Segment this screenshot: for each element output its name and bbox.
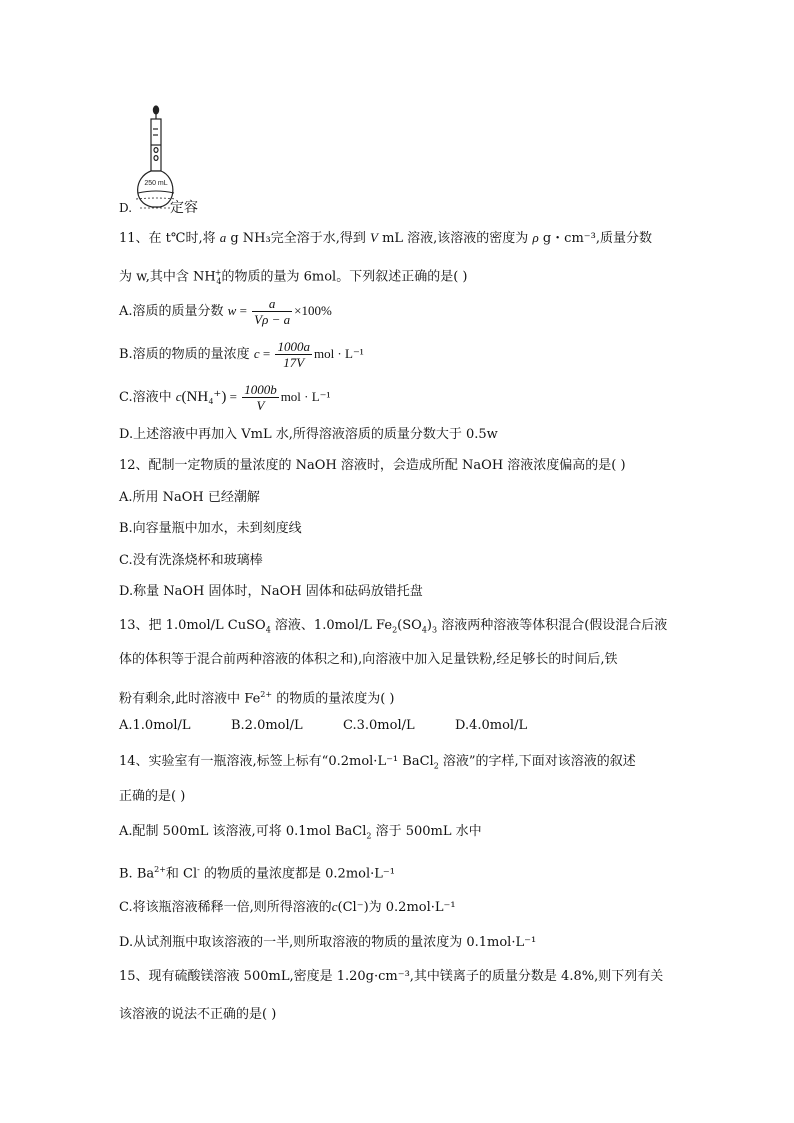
q10-option-d: D. 定容 — [119, 200, 199, 216]
q13-option-a: A.1.0mol/L — [119, 718, 191, 733]
q13-stem-line1: 13、把 1.0mol/L CuSO$_4$ 溶液、1.0mol/L $Fe_2(SO_4)_3$ 溶液两种溶液等体积混合(假设混合后液 — [119, 618, 668, 635]
q14-option-d: D.从试剂瓶中取该溶液的一半,则所取溶液的物质的量浓度为 0.1mol·L⁻¹ — [119, 935, 537, 950]
q11-option-a-fraction: $\frac{a}{V\rho - a}$ — [254, 296, 291, 327]
q14-stem-line1: 14、实验室有一瓶溶液,标签上标有“0.2mol·L⁻¹ BaCl$_2$ 溶液”的字样,下面对该溶液的叙述 — [119, 754, 636, 771]
q11-option-b-fraction: $\frac{1000a}{17V}$ — [277, 339, 310, 370]
q12-stem: 12、配制一定物质的量浓度的 NaOH 溶液时，会造成所配 NaOH 溶液浓度偏高的是( ) — [119, 458, 626, 473]
q11-stem-line1: 11、在 t℃时,将 a g NH₃完全溶于水,得到 V mL 溶液,该溶液的密度为 ρ g・cm⁻³,质量分数 — [119, 230, 652, 246]
q14-option-b: B. $Ba^{2+}$和 Cl- 的物质的量浓度都是 0.2mol·L⁻¹ — [119, 865, 395, 882]
q13-stem-line3: 粉有剩余,此时溶液中 $Fe^{2+}$ 的物质的量浓度为( ) — [119, 690, 395, 707]
q13-options — [119, 717, 567, 735]
q11-option-a: A.溶质的质量分数 w = $\frac{a}{V\rho - a}$ ×100% — [119, 296, 332, 327]
volumetric-flask-figure — [130, 105, 176, 211]
flask-drawing — [136, 106, 176, 208]
q11-option-b: B.溶质的物质的量浓度 c = $\frac{1000a}{17V}$ mol · L⁻¹ — [119, 339, 364, 370]
q13-stem-line2: 体的体积等于混合前两种溶液的体积之和),向溶液中加入足量铁粉,经足够长的时间后,铁 — [119, 652, 618, 667]
q14-option-c: C.将该瓶溶液稀释一倍,则所得溶液的c(Cl⁻)为 0.2mol·L⁻¹ — [119, 899, 456, 915]
q12-option-a: A.所用 NaOH 已经潮解 — [119, 490, 260, 505]
q11-option-c-fraction: $\frac{1000b}{V}$ — [244, 382, 277, 413]
flask-volume-label: 250 mL — [144, 180, 168, 187]
q11-option-c: C.溶液中 c(NH₄⁺) = $\frac{1000b}{V}$ mol · L⁻¹ — [119, 382, 331, 413]
q15-stem-line1: 15、现有硫酸镁溶液 500mL,密度是 1.20g·cm⁻³,其中镁离子的质量分数是 4.8%,则下列有关 — [119, 969, 664, 984]
q13-option-c: C.3.0mol/L — [343, 718, 415, 733]
q14-stem-line2: 正确的是( ) — [119, 789, 186, 804]
q15-stem-line2: 该溶液的说法不正确的是( ) — [119, 1007, 277, 1022]
q12-option-c: C.没有洗涤烧杯和玻璃棒 — [119, 553, 263, 568]
q11-option-d: D.上述溶液中再加入 VmL 水,所得溶液溶质的质量分数大于 0.5w — [119, 427, 498, 442]
q14-option-a: A.配制 500mL 该溶液,可将 0.1mol BaCl$_2$ 溶于 500mL 水中 — [119, 824, 482, 841]
q13-option-d: D.4.0mol/L — [455, 718, 528, 733]
q12-option-b: B.向容量瓶中加水，未到刻度线 — [119, 521, 302, 536]
q12-option-d: D.称量 NaOH 固体时，NaOH 固体和砝码放错托盘 — [119, 584, 423, 599]
q11-stem-line2: 为 w,其中含 $NH^+_4$的物质的量为 6mol。下列叙述正确的是( ) — [119, 268, 468, 286]
q13-option-b: B.2.0mol/L — [231, 718, 303, 733]
